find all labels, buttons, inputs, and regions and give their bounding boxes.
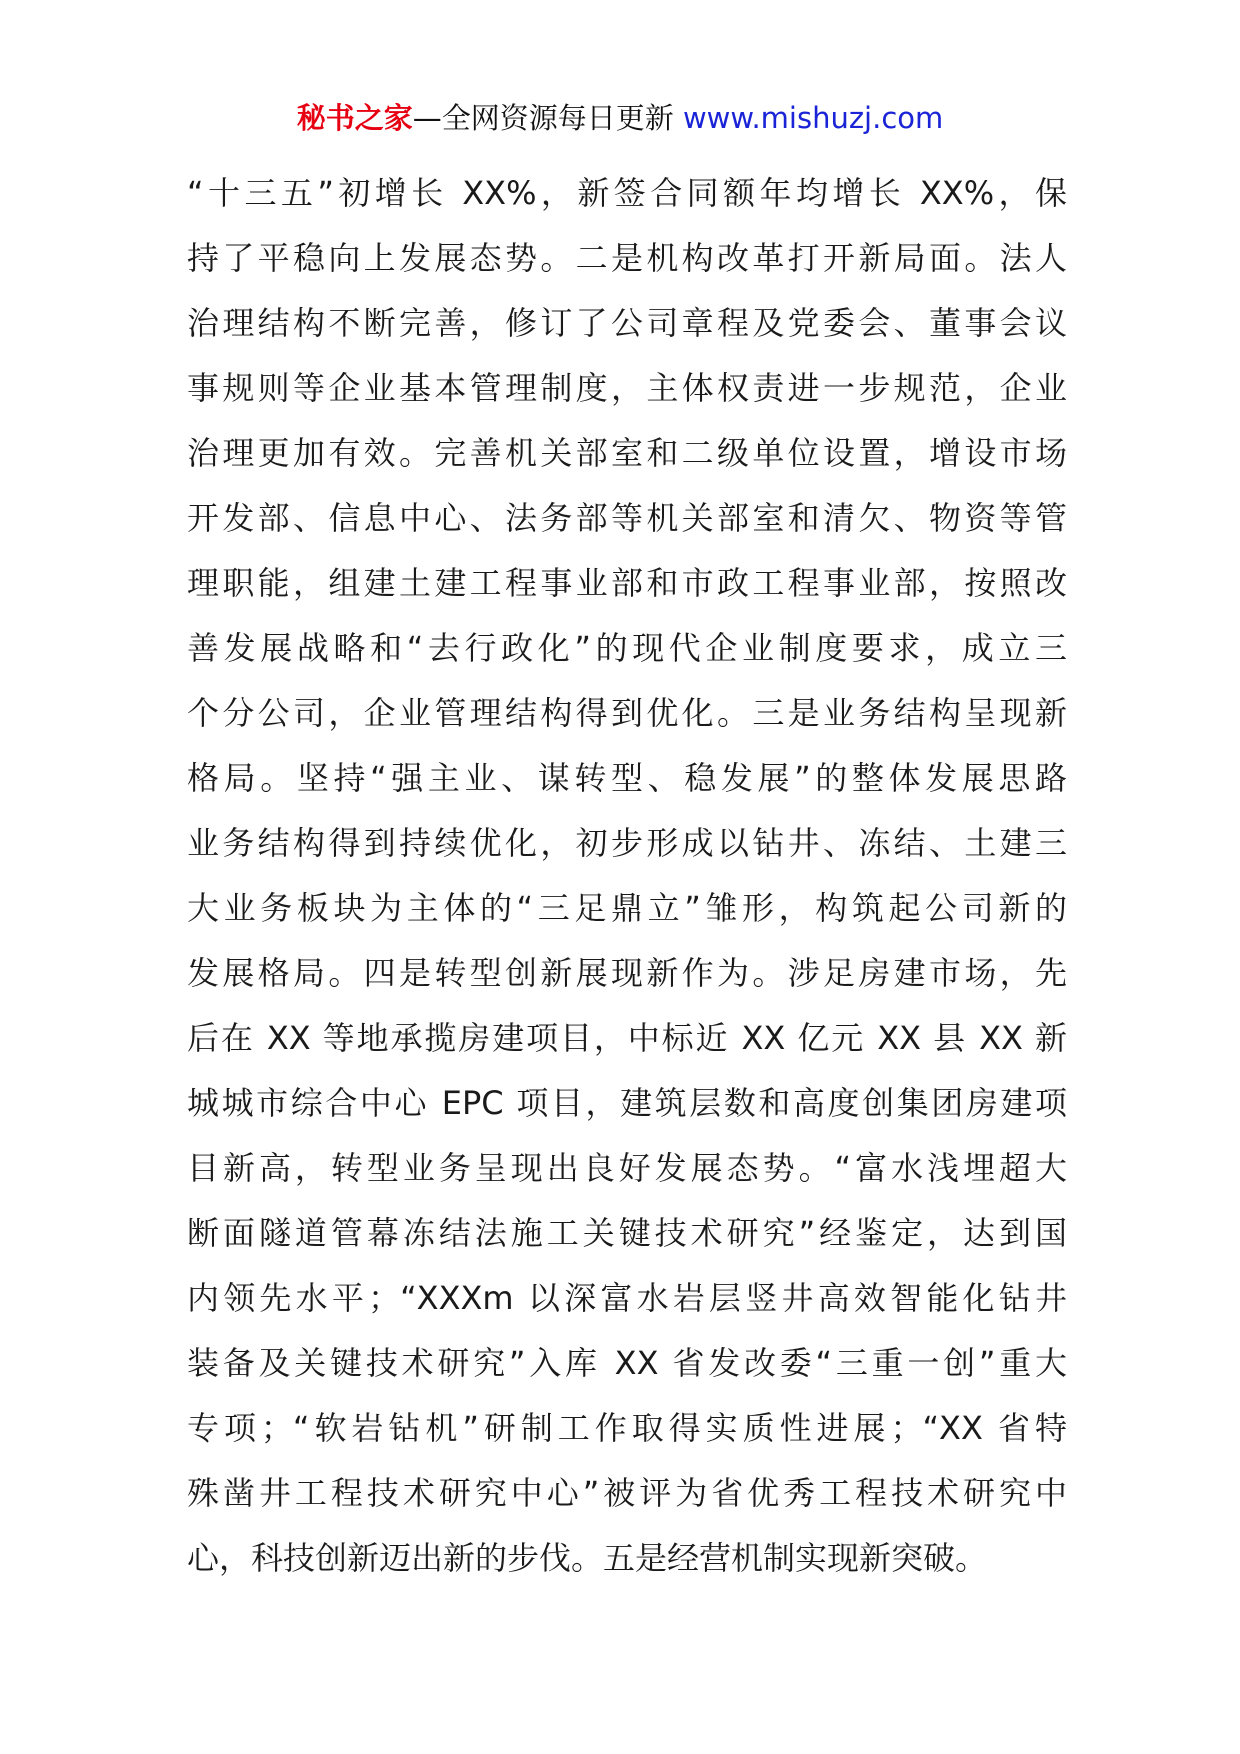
text-line: 专项；“软岩钻机”研制工作取得实质性进展；“XX 省特 xyxy=(187,1409,1067,1447)
text-line: 个分公司，企业管理结构得到优化。三是业务结构呈现新 xyxy=(187,694,1067,732)
text-line: 理职能，组建土建工程事业部和市政工程事业部，按照改 xyxy=(187,564,1067,602)
text-line: 殊凿井工程技术研究中心”被评为省优秀工程技术研究中 xyxy=(187,1474,1067,1512)
text-line: 城城市综合中心 EPC 项目，建筑层数和高度创集团房建项 xyxy=(187,1084,1067,1122)
text-line: 断面隧道管幕冻结法施工关键技术研究”经鉴定，达到国 xyxy=(187,1214,1067,1252)
text-line: 善发展战略和“去行政化”的现代企业制度要求，成立三 xyxy=(187,629,1067,667)
text-line: 事规则等企业基本管理制度，主体权责进一步规范，企业 xyxy=(187,369,1067,407)
text-line: “十三五”初增长 XX%，新签合同额年均增长 XX%，保 xyxy=(187,174,1067,212)
text-line: 心，科技创新迈出新的步伐。五是经营机制实现新突破。 xyxy=(187,1539,988,1577)
site-url-link[interactable]: www.mishuzj.com xyxy=(682,101,944,135)
text-line: 大业务板块为主体的“三足鼎立”雏形，构筑起公司新的 xyxy=(187,889,1067,927)
text-line: 格局。坚持“强主业、谋转型、稳发展”的整体发展思路 xyxy=(187,759,1067,797)
text-line: 持了平稳向上发展态势。二是机构改革打开新局面。法人 xyxy=(187,239,1067,277)
brand-name: 秘书之家 xyxy=(296,101,413,135)
text-line: 治理更加有效。完善机关部室和二级单位设置，增设市场 xyxy=(187,434,1067,472)
text-line: 开发部、信息中心、法务部等机关部室和清欠、物资等管 xyxy=(187,499,1067,537)
body-paragraph xyxy=(187,161,1067,1591)
text-line: 治理结构不断完善，修订了公司章程及党委会、董事会议 xyxy=(187,304,1067,342)
text-line: 发展格局。四是转型创新展现新作为。涉足房建市场，先 xyxy=(187,954,1067,992)
text-line: 内领先水平；“XXXm 以深富水岩层竖井高效智能化钻井 xyxy=(187,1279,1067,1317)
text-line: 后在 XX 等地承揽房建项目，中标近 XX 亿元 XX 县 XX 新 xyxy=(187,1019,1067,1057)
site-header xyxy=(0,98,1240,138)
text-line: 业务结构得到持续优化，初步形成以钻井、冻结、土建三 xyxy=(187,824,1067,862)
header-tagline: —全网资源每日更新 xyxy=(412,101,683,135)
text-line: 目新高，转型业务呈现出良好发展态势。“富水浅埋超大 xyxy=(187,1149,1067,1187)
text-line: 装备及关键技术研究”入库 XX 省发改委“三重一创”重大 xyxy=(187,1344,1067,1382)
